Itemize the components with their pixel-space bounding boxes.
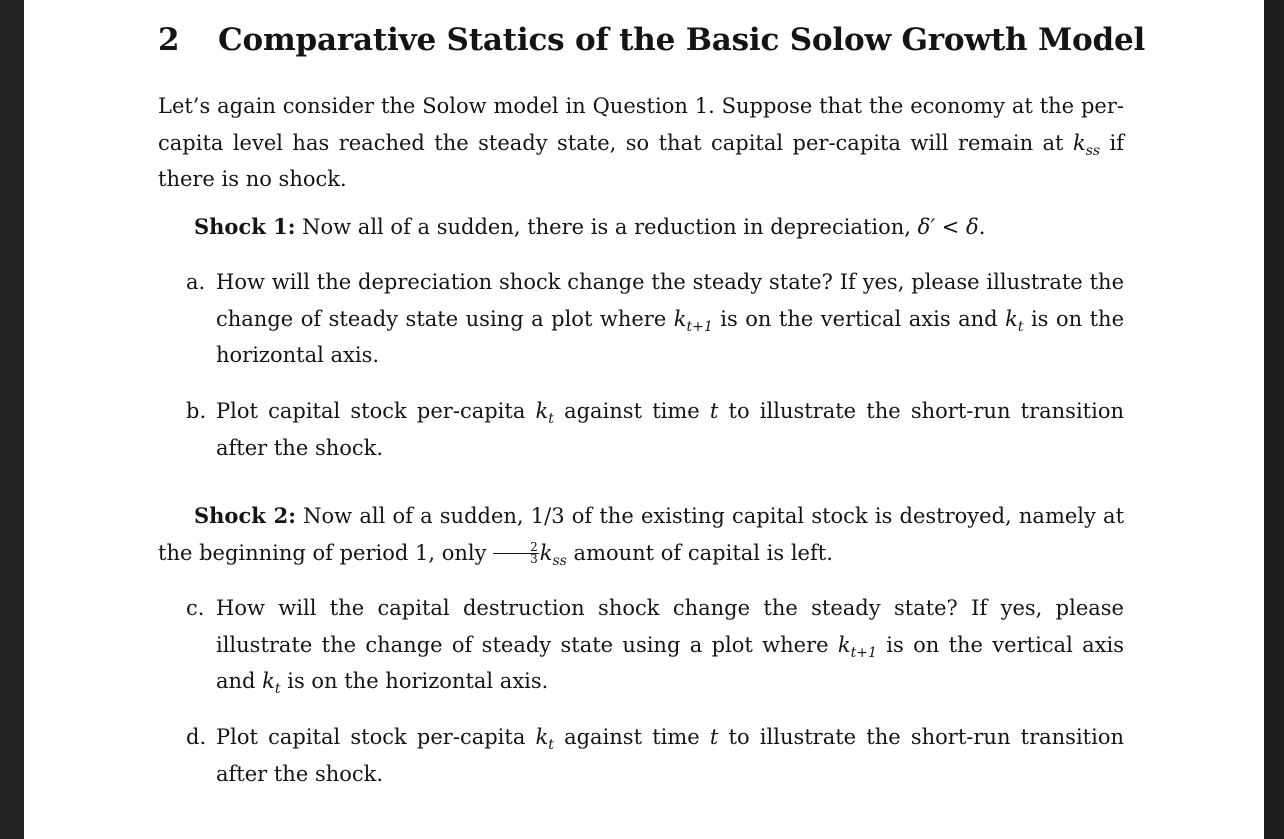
t-subscript: t [274, 681, 281, 697]
shock-1-paragraph [194, 209, 1124, 246]
question-a-body [216, 264, 1124, 374]
question-b-text: Plot capital stock per-capita [216, 399, 536, 423]
k-ss-symbol [1072, 130, 1101, 159]
question-b-text-3: to illustrate the short-run transition after the shock. [216, 399, 1124, 460]
shock-1-text: Now all of a sudden, there is a reduction in depreciation, [295, 215, 918, 239]
ss-subscript: ss [552, 552, 567, 569]
viewer-left-margin [0, 0, 24, 839]
two-thirds-fraction [493, 539, 539, 566]
k-ss-symbol [539, 540, 567, 569]
shock-2-label: Shock 2: [194, 503, 296, 528]
shock-2-text: Now all of a sudden, 1/3 of the existing capital stock is destroyed, namely at the beginning of period 1, only [158, 504, 1125, 565]
question-c-text-3: is on the horizontal axis. [280, 669, 549, 693]
question-c [186, 590, 1124, 700]
question-b-marker: b. [186, 399, 207, 423]
question-c-body [216, 590, 1124, 700]
section-title: Comparative Statics of the Basic Solow Growth Model [218, 22, 1146, 58]
shock-2-text-end: amount of capital is left. [566, 540, 833, 565]
k-letter: k [539, 540, 553, 565]
t-subscript: t [548, 411, 554, 427]
viewer-scrollbar-track[interactable] [1264, 0, 1284, 839]
shock-1-label: Shock 1: [194, 214, 296, 239]
question-d-text-2: against time [553, 725, 710, 749]
question-d [186, 719, 1124, 792]
k-letter: k [535, 399, 549, 423]
k-t-symbol [1005, 306, 1024, 335]
section-heading [158, 22, 1145, 58]
section-number: 2 [158, 22, 180, 58]
t-subscript: t [1017, 318, 1024, 335]
t-plus-1-subscript: t+1 [850, 644, 877, 661]
document-page [24, 0, 1264, 839]
fraction-numerator: 2 [493, 542, 539, 554]
ss-subscript: ss [1085, 142, 1101, 159]
question-a [186, 264, 1124, 374]
shock-1-period: . [978, 215, 986, 239]
k-t-symbol [262, 669, 281, 697]
question-c-text: How will the capital destruction shock change the steady state? If yes, please illustrate the change of steady state using a plot where [216, 596, 1124, 657]
question-b-body [216, 393, 1124, 466]
question-b [186, 393, 1124, 466]
fraction-denominator: 3 [530, 551, 538, 566]
question-a-text: How will the depreciation shock change the steady state? If yes, please illustrate the change of steady state using a plot where [216, 270, 1124, 331]
question-c-marker: c. [186, 596, 205, 620]
k-letter: k [262, 669, 275, 693]
k-t-symbol [535, 399, 554, 427]
k-letter: k [1005, 306, 1018, 331]
intro-paragraph [158, 88, 1124, 198]
depreciation-inequality: δ′ < δ [917, 215, 979, 239]
k-letter: k [837, 632, 851, 657]
k-t-plus-1-symbol [837, 632, 877, 661]
k-letter: k [535, 725, 549, 749]
t-subscript: t [548, 737, 554, 753]
shock-2-paragraph [158, 498, 1124, 571]
k-letter: k [1072, 130, 1086, 155]
time-symbol: t [709, 725, 719, 749]
k-t-symbol [535, 725, 554, 753]
question-d-text-3: to illustrate the short-run transition after the shock. [216, 725, 1124, 786]
question-d-body [216, 719, 1124, 792]
question-c-text-2: is on the vertical axis and [216, 632, 1124, 693]
question-d-text: Plot capital stock per-capita [216, 725, 536, 749]
k-t-plus-1-symbol [673, 306, 713, 335]
intro-text-end: if there is no shock. [158, 130, 1124, 191]
question-a-text-3: is on the horizontal axis. [216, 306, 1124, 367]
k-letter: k [673, 306, 687, 331]
question-a-marker: a. [186, 270, 206, 294]
intro-text: Let’s again consider the Solow model in Question 1. Suppose that the economy at the per-capita level has reached the steady state, so that capital per-capita will remain at [158, 94, 1124, 155]
t-plus-1-subscript: t+1 [686, 318, 713, 335]
question-d-marker: d. [186, 725, 207, 749]
question-a-text-2: is on the vertical axis and [712, 306, 1006, 331]
question-b-text-2: against time [553, 399, 710, 423]
time-symbol: t [709, 399, 719, 423]
